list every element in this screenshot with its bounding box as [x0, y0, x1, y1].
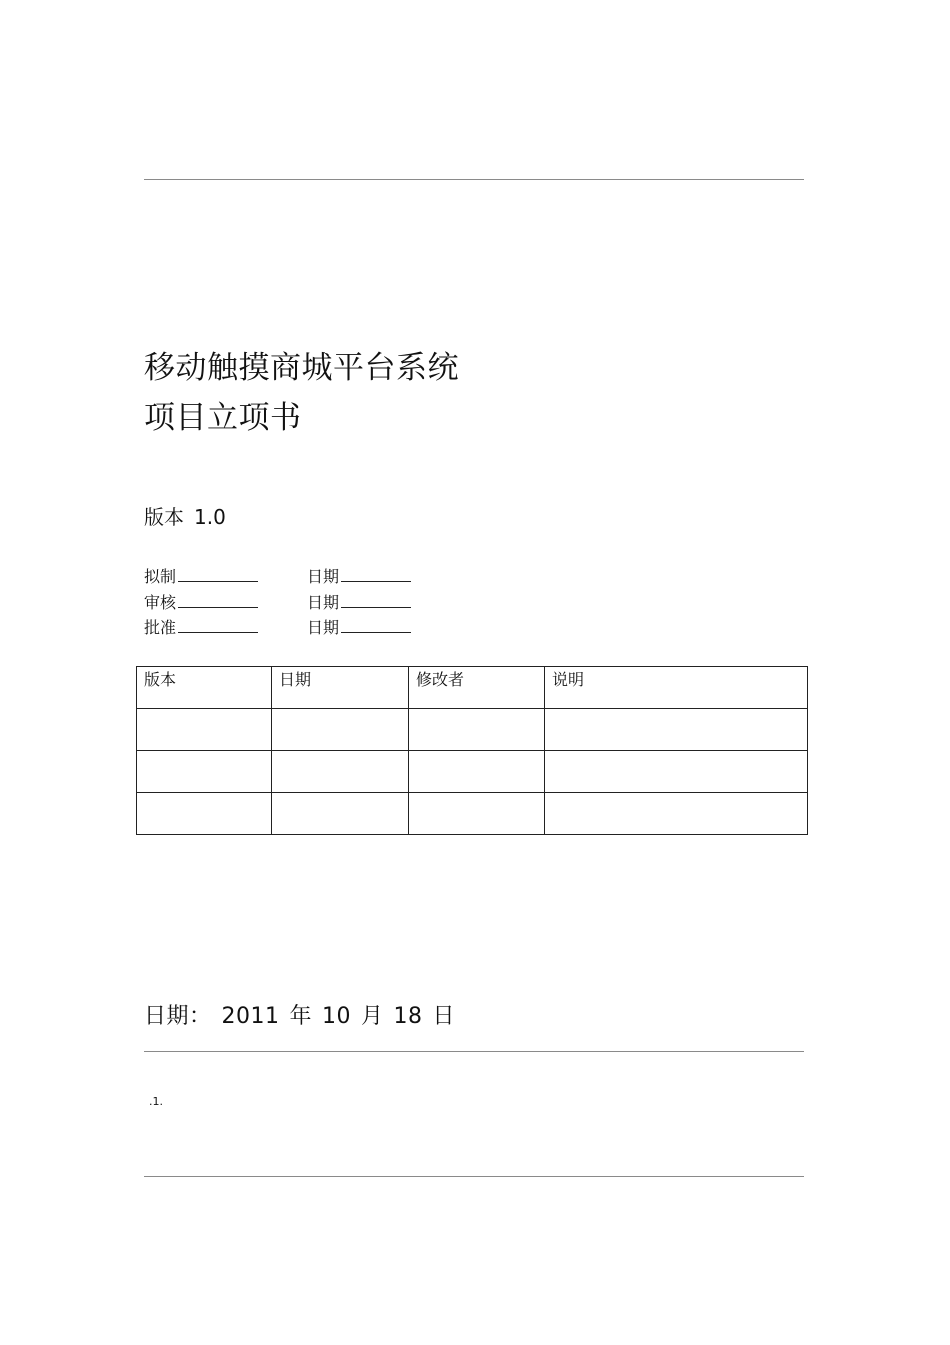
- table-header-row: [137, 667, 808, 709]
- bottom-divider: [144, 1176, 804, 1177]
- version-line: [144, 503, 226, 531]
- document-date: [144, 1002, 465, 1032]
- table-cell: [545, 751, 808, 793]
- signoff-date-label: 日期: [307, 593, 340, 612]
- table-cell: [272, 793, 409, 835]
- page-number: .1.: [149, 1095, 163, 1108]
- date-label: 日期：: [144, 1004, 212, 1029]
- date-blank: [341, 616, 411, 633]
- signature-blank: [178, 591, 258, 608]
- table-cell: [545, 793, 808, 835]
- table-cell: [137, 793, 272, 835]
- middle-divider: [144, 1051, 804, 1052]
- signoff-label: 批准: [144, 618, 177, 637]
- date-year: 2011: [221, 1004, 280, 1029]
- date-blank: [341, 591, 411, 608]
- document-subtitle: 项目立项书: [144, 400, 302, 436]
- table-cell: [272, 709, 409, 751]
- table-row: [137, 793, 808, 835]
- table-row: [137, 709, 808, 751]
- table-cell: [409, 751, 545, 793]
- revision-history-table: [136, 666, 808, 835]
- version-value: 1.0: [194, 505, 226, 529]
- table-cell: [137, 709, 272, 751]
- document-title: 移动触摸商城平台系统: [144, 350, 459, 386]
- date-day: 18: [393, 1004, 423, 1029]
- date-day-unit: 日: [432, 1004, 456, 1029]
- date-blank: [341, 565, 411, 582]
- signature-blank: [178, 616, 258, 633]
- date-month-unit: 月: [361, 1004, 384, 1029]
- signoff-date-label: 日期: [307, 567, 340, 586]
- signoff-date-label: 日期: [307, 618, 340, 637]
- header-description: 说明: [545, 667, 808, 709]
- signature-blank: [178, 565, 258, 582]
- date-year-unit: 年: [289, 1004, 313, 1029]
- signoff-label: 审核: [144, 593, 177, 612]
- table-cell: [409, 793, 545, 835]
- top-divider: [144, 179, 804, 180]
- table-cell: [272, 751, 409, 793]
- header-date: 日期: [272, 667, 409, 709]
- table-cell: [409, 709, 545, 751]
- header-version: 版本: [137, 667, 272, 709]
- signoff-label: 拟制: [144, 567, 177, 586]
- header-modifier: 修改者: [409, 667, 545, 709]
- table-cell: [137, 751, 272, 793]
- version-label: 版本: [144, 505, 184, 529]
- table-row: [137, 751, 808, 793]
- date-month: 10: [322, 1004, 352, 1029]
- table-cell: [545, 709, 808, 751]
